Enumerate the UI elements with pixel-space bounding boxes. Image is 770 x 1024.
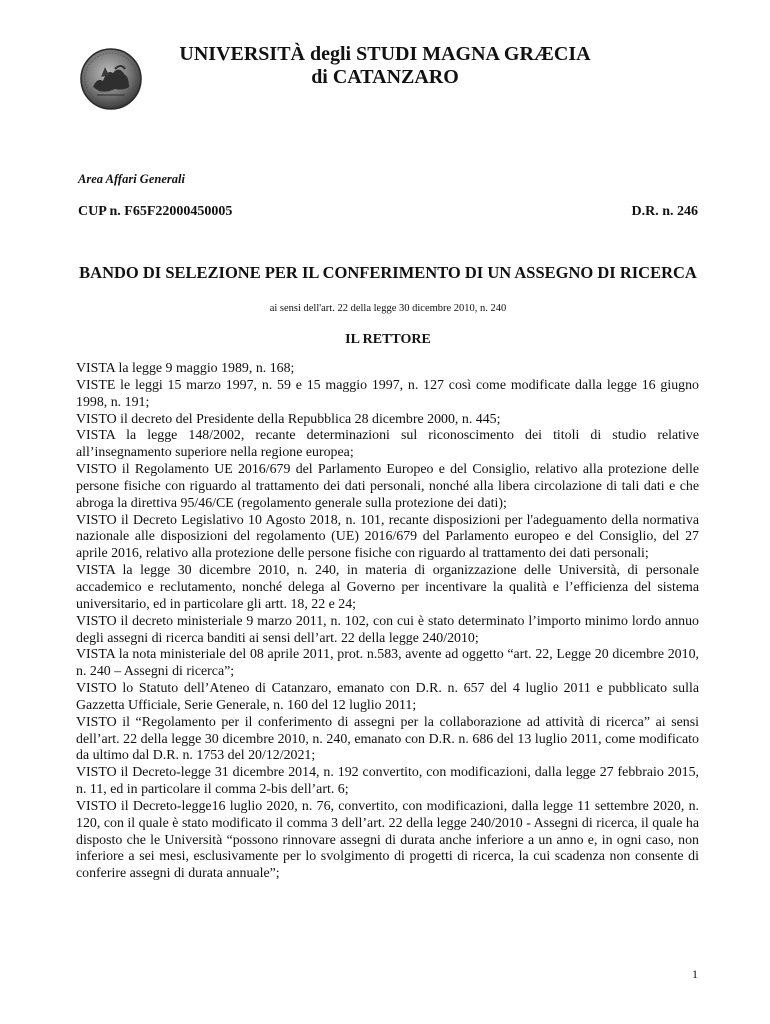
- paragraph: VISTO il “Regolamento per il conferimento di assegni per la collaborazione ad attività di ricerca” ai sensi dell’art. 22 della legge 30 dicembre 2010, n. 240, emanato con D.R. n. 686 del 13 luglio 2011, come modificato da ultimo dal D.R. n. 1753 del 20/12/2021;: [76, 714, 699, 764]
- paragraph: VISTO il Regolamento UE 2016/679 del Parlamento Europeo e del Consiglio, relativo alla protezione delle persone fisiche con riguardo al trattamento dei dati personali, nonché alla libera circolazione di tali dati e che abroga la direttiva 95/46/CE (regolamento generale sulla protezione dei dati);: [76, 462, 699, 511]
- paragraph: VISTA la legge 148/2002, recante determinazioni sul riconoscimento dei titoli di studio relative all’insegnamento superiore nella regione europea;: [76, 428, 699, 461]
- paragraph: VISTO il Decreto-legge 31 dicembre 2014, n. 192 convertito, con modificazioni, dalla legge 27 febbraio 2015, n. 11, ed in particolare il comma 2-bis dell’art. 6;: [76, 765, 699, 798]
- paragraph: VISTO lo Statuto dell’Ateneo di Catanzaro, emanato con D.R. n. 657 del 4 luglio 2011 e pubblicato sulla Gazzetta Ufficiale, Serie Generale, n. 160 del 12 luglio 2011;: [76, 681, 699, 713]
- decree-number: D.R. n. 246: [631, 204, 698, 219]
- paragraph: VISTA la legge 30 dicembre 2010, n. 240, in materia di organizzazione delle Università, di personale accademico e reclutamento, nonché delega al Governo per incentivare la qualità e l’efficienza del sistema universitario, ed in particolare gli artt. 18, 22 e 24;: [76, 563, 699, 612]
- paragraph: VISTO il decreto ministeriale 9 marzo 2011, n. 102, con cui è stato determinato l’importo minimo lordo annuo degli assegni di ricerca banditi ai sensi dell’art. 22 della legge 240/2010;: [76, 613, 699, 646]
- university-name-line2: di CATANZARO: [311, 66, 459, 88]
- coin-seal-icon: [79, 47, 143, 111]
- paragraph: VISTO il Decreto-legge16 luglio 2020, n. 76, convertito, con modificazioni, dalla legge 11 settembre 2020, n. 120, con il quale è stato modificato il comma 3 dell’art. 22 della legge 240/2010 - Assegni di ricerca, il quale ha disposto che le Università “possono rinnovare assegni di durata anche inferiore a un anno e, in ogni caso, non inferiore a sei mesi, esclusivamente per lo svolgimento di progetti di ricerca, la cui scadenza non consente di conferire assegni di durata annuale”;: [76, 798, 699, 882]
- document-body: [76, 361, 699, 883]
- page-number: 1: [692, 967, 698, 981]
- university-name: [140, 43, 630, 89]
- document-title: BANDO DI SELEZIONE PER IL CONFERIMENTO DI UN ASSEGNO DI RICERCA: [79, 263, 697, 282]
- rettore-heading: IL RETTORE: [345, 332, 431, 347]
- cup-code: CUP n. F65F22000450005: [78, 204, 233, 219]
- university-logo: [79, 47, 143, 111]
- area-label: Area Affari Generali: [78, 172, 185, 186]
- document-subtitle: ai sensi dell'art. 22 della legge 30 dicembre 2010, n. 240: [269, 303, 507, 314]
- paragraph: VISTA la legge 9 maggio 1989, n. 168;: [76, 361, 295, 376]
- paragraph: VISTE le leggi 15 marzo 1997, n. 59 e 15 maggio 1997, n. 127 così come modificate dalla legge 16 giugno 1998, n. 191;: [76, 377, 699, 410]
- university-name-line1: UNIVERSITÀ degli STUDI MAGNA GRÆCIA: [179, 43, 591, 65]
- paragraph: VISTA la nota ministeriale del 08 aprile 2011, prot. n.583, avente ad oggetto “art. 22, Legge 20 dicembre 2010, n. 240 – Assegni di ricerca”;: [76, 647, 699, 680]
- paragraph: VISTO il Decreto Legislativo 10 Agosto 2018, n. 101, recante disposizioni per l'adeguamento della normativa nazionale alle disposizioni del regolamento (UE) 2016/679 del Parlamento europeo e del Consiglio, del 27 aprile 2016, relativo alla protezione delle persone fisiche con riguardo al trattamento dei dati personali;: [76, 512, 699, 562]
- paragraph: VISTO il decreto del Presidente della Repubblica 28 dicembre 2000, n. 445;: [76, 411, 501, 427]
